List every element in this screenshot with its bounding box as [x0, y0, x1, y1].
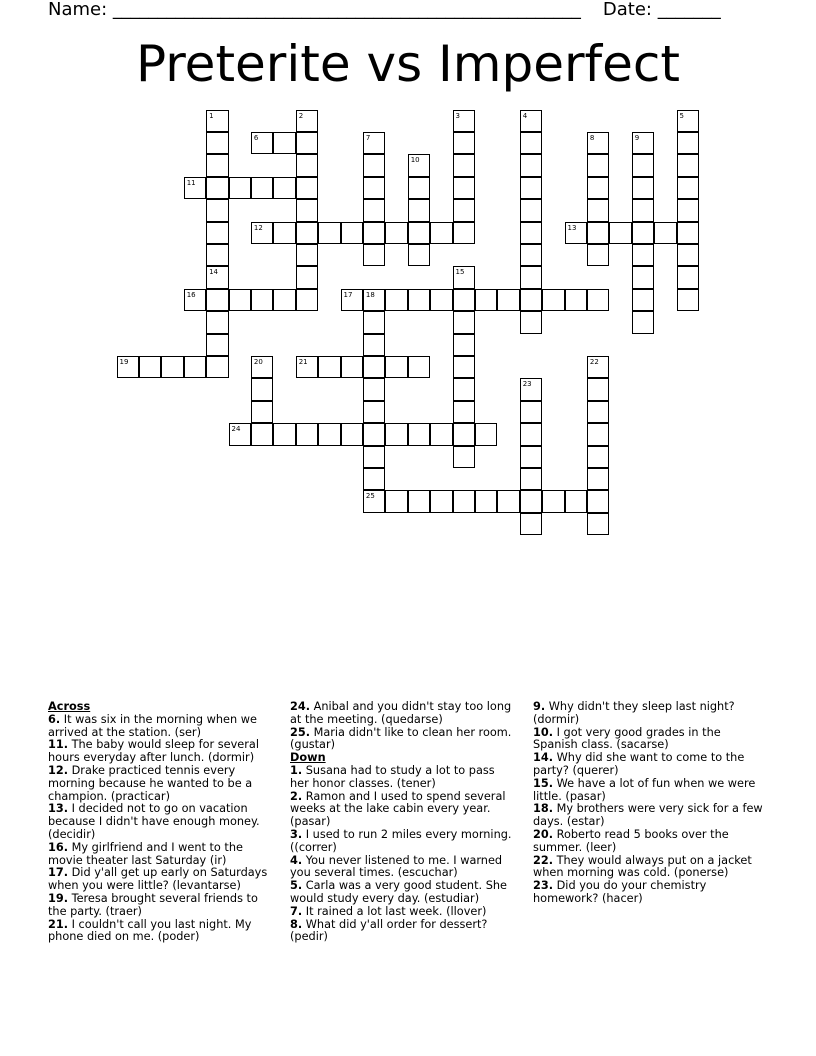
clue-text: Maria didn't like to clean her room. (gustar) — [290, 725, 512, 752]
grid-cell[interactable] — [587, 199, 610, 222]
grid-cell[interactable] — [453, 110, 476, 133]
clue-text: You never listened to me. I warned you several times. (escuchar) — [290, 853, 503, 880]
grid-cell[interactable] — [408, 423, 431, 446]
cell-number: 14 — [209, 268, 219, 277]
clue-across-16 — [48, 842, 270, 868]
cell-number: 7 — [365, 133, 371, 142]
grid-cell[interactable] — [206, 222, 229, 245]
grid-cell[interactable] — [251, 356, 274, 379]
clue-number: 20. — [533, 827, 554, 841]
grid-cell[interactable] — [520, 244, 543, 267]
clue-down-20 — [533, 829, 763, 855]
grid-cell[interactable] — [453, 154, 476, 177]
grid-cell[interactable] — [318, 423, 341, 446]
clue-number: 16. — [48, 840, 69, 854]
grid-cell[interactable] — [273, 222, 296, 245]
grid-cell[interactable] — [453, 356, 476, 379]
clue-text: Ramon and I used to spend several weeks at the lake cabin every year. (pasar) — [290, 789, 506, 829]
grid-cell[interactable] — [363, 177, 386, 200]
grid-cell[interactable] — [453, 490, 476, 513]
grid-cell[interactable] — [520, 266, 543, 289]
grid-cell[interactable] — [520, 513, 543, 536]
grid-cell[interactable] — [408, 356, 431, 379]
clue-text: Anibal and you didn't stay too long at the meeting. (quedarse) — [290, 700, 512, 726]
cell-number: 2 — [298, 111, 304, 120]
clue-column-1 — [48, 701, 270, 944]
grid-cell[interactable] — [206, 334, 229, 357]
cell-number: 3 — [455, 111, 460, 120]
grid-cell[interactable] — [587, 423, 610, 446]
cell-number: 24 — [231, 425, 241, 434]
cell-number: 1 — [209, 111, 214, 120]
grid-cell[interactable] — [677, 154, 700, 177]
grid-cell[interactable] — [385, 356, 408, 379]
grid-cell[interactable] — [341, 222, 364, 245]
grid-cell[interactable] — [430, 423, 453, 446]
cell-number: 11 — [186, 178, 196, 187]
grid-cell[interactable] — [385, 490, 408, 513]
grid-cell[interactable] — [206, 154, 229, 177]
clue-number: 25. — [290, 725, 311, 739]
grid-cell[interactable] — [677, 266, 700, 289]
grid-cell[interactable] — [251, 401, 274, 424]
clue-down-4 — [290, 855, 516, 881]
grid-cell[interactable] — [497, 490, 520, 513]
grid-cell[interactable] — [273, 177, 296, 200]
clue-across-25 — [290, 727, 516, 753]
grid-cell[interactable] — [542, 490, 565, 513]
grid-cell[interactable] — [184, 177, 207, 200]
grid-cell[interactable] — [318, 222, 341, 245]
grid-cell[interactable] — [453, 222, 476, 245]
clue-text: Did you do your chemistry homework? (hacer) — [533, 879, 707, 905]
grid-cell[interactable] — [587, 513, 610, 536]
grid-cell[interactable] — [632, 289, 655, 312]
clue-column-2 — [290, 701, 516, 944]
down-heading: Down — [290, 751, 326, 765]
grid-cell[interactable] — [273, 289, 296, 312]
clue-number: 3. — [290, 827, 303, 841]
grid-cell[interactable] — [296, 244, 319, 267]
clue-number: 17. — [48, 866, 69, 880]
clue-text: Susana had to study a lot to pass her honor classes. (tener) — [290, 763, 495, 790]
grid-cell[interactable] — [251, 289, 274, 312]
grid-cell[interactable] — [341, 356, 364, 379]
grid-cell[interactable] — [363, 244, 386, 267]
grid-cell[interactable] — [296, 266, 319, 289]
grid-cell[interactable] — [430, 490, 453, 513]
clue-text: Why did she want to come to the party? (querer) — [533, 751, 745, 777]
grid-cell[interactable] — [520, 289, 543, 312]
clue-text: My brothers were very sick for a few days. (estar) — [533, 802, 763, 829]
grid-cell[interactable] — [229, 289, 252, 312]
grid-cell[interactable] — [475, 423, 498, 446]
grid-cell[interactable] — [363, 311, 386, 334]
clue-number: 14. — [533, 751, 554, 765]
grid-cell[interactable] — [229, 177, 252, 200]
clue-down-15 — [533, 778, 763, 804]
date-label: Date: _______ — [602, 0, 721, 20]
grid-cell[interactable] — [520, 311, 543, 334]
grid-cell[interactable] — [587, 446, 610, 469]
clue-text: I used to run 2 miles every morning. ((correr) — [290, 827, 512, 854]
grid-cell[interactable] — [184, 289, 207, 312]
grid-cell[interactable] — [677, 132, 700, 155]
grid-cell[interactable] — [251, 132, 274, 155]
grid-cell[interactable] — [363, 222, 386, 245]
clue-text: Why didn't they sleep last night? (dormir) — [533, 700, 735, 726]
cell-number: 8 — [589, 133, 595, 142]
cell-number: 25 — [365, 492, 375, 501]
grid-cell[interactable] — [296, 132, 319, 155]
clue-number: 4. — [290, 853, 303, 867]
grid-cell[interactable] — [296, 154, 319, 177]
clue-across-12 — [48, 765, 270, 803]
grid-cell[interactable] — [206, 132, 229, 155]
grid-cell[interactable] — [542, 289, 565, 312]
grid-cell[interactable] — [632, 222, 655, 245]
clue-down-5 — [290, 880, 516, 906]
grid-cell[interactable] — [251, 177, 274, 200]
clue-across-17 — [48, 867, 270, 893]
clue-text: Did y'all get up early on Saturdays when you were little? (levantarse) — [48, 866, 268, 893]
clue-number: 9. — [533, 700, 546, 713]
grid-cell[interactable] — [565, 490, 588, 513]
grid-cell[interactable] — [385, 423, 408, 446]
grid-cell[interactable] — [117, 356, 140, 379]
grid-cell[interactable] — [654, 222, 677, 245]
grid-cell[interactable] — [341, 423, 364, 446]
grid-cell[interactable] — [296, 222, 319, 245]
clue-down-22 — [533, 855, 763, 881]
grid-cell[interactable] — [296, 110, 319, 133]
grid-cell[interactable] — [184, 356, 207, 379]
grid-cell[interactable] — [520, 154, 543, 177]
page-title: Preterite vs Imperfect — [135, 35, 681, 93]
grid-cell[interactable] — [609, 222, 632, 245]
grid-cell[interactable] — [587, 289, 610, 312]
clue-number: 6. — [48, 712, 61, 726]
grid-cell[interactable] — [408, 490, 431, 513]
grid-cell[interactable] — [565, 289, 588, 312]
grid-cell[interactable] — [632, 199, 655, 222]
grid-cell[interactable] — [453, 311, 476, 334]
clue-number: 12. — [48, 763, 69, 777]
grid-cell[interactable] — [587, 132, 610, 155]
cell-number: 17 — [343, 290, 353, 299]
grid-cell[interactable] — [430, 289, 453, 312]
clue-text: It rained a lot last week. (llover) — [305, 904, 487, 918]
grid-cell[interactable] — [408, 177, 431, 200]
clue-number: 24. — [290, 700, 311, 713]
grid-cell[interactable] — [206, 177, 229, 200]
grid-cell[interactable] — [363, 446, 386, 469]
clue-text: What did y'all order for dessert? (pedir) — [290, 917, 488, 944]
clue-down-2 — [290, 791, 516, 829]
across-heading: Across — [48, 700, 91, 713]
grid-cell[interactable] — [408, 244, 431, 267]
grid-cell[interactable] — [251, 423, 274, 446]
grid-cell[interactable] — [206, 289, 229, 312]
grid-cell[interactable] — [632, 177, 655, 200]
clue-text: It was six in the morning when we arrived at the station. (ser) — [48, 712, 257, 739]
grid-cell[interactable] — [520, 490, 543, 513]
grid-cell[interactable] — [296, 199, 319, 222]
grid-cell[interactable] — [206, 110, 229, 133]
clue-text: I got very good grades in the Spanish class. (sacarse) — [533, 725, 721, 752]
clue-column-3 — [533, 701, 763, 906]
clue-text: I decided not to go on vacation because I didn't have enough money. (decidir) — [48, 802, 260, 841]
grid-cell[interactable] — [206, 244, 229, 267]
clue-number: 2. — [290, 789, 303, 803]
clue-text: We have a lot of fun when we were little. (pasar) — [533, 776, 756, 803]
grid-cell[interactable] — [587, 378, 610, 401]
name-label: Name: ____________________________________________________ — [48, 0, 581, 20]
grid-cell[interactable] — [520, 468, 543, 491]
grid-cell[interactable] — [363, 154, 386, 177]
grid-cell[interactable] — [385, 289, 408, 312]
grid-cell[interactable] — [677, 244, 700, 267]
grid-cell[interactable] — [632, 311, 655, 334]
grid-cell[interactable] — [296, 423, 319, 446]
grid-cell[interactable] — [520, 423, 543, 446]
grid-cell[interactable] — [296, 289, 319, 312]
clue-text: My girlfriend and I went to the movie theater last Saturday (ir) — [48, 840, 243, 867]
grid-cell[interactable] — [363, 401, 386, 424]
grid-cell[interactable] — [273, 132, 296, 155]
clue-across-21 — [48, 919, 270, 945]
cell-number: 18 — [365, 290, 375, 299]
grid-cell[interactable] — [587, 177, 610, 200]
clue-across-11 — [48, 739, 270, 765]
clue-number: 8. — [290, 917, 303, 931]
clue-number: 7. — [290, 904, 303, 918]
grid-cell[interactable] — [587, 244, 610, 267]
grid-cell[interactable] — [408, 289, 431, 312]
clue-text: Teresa brought several friends to the party. (traer) — [48, 891, 258, 918]
grid-cell[interactable] — [229, 423, 252, 446]
clue-down-10 — [533, 727, 763, 753]
clue-down-23 — [533, 880, 763, 906]
grid-cell[interactable] — [363, 468, 386, 491]
grid-cell[interactable] — [408, 154, 431, 177]
grid-cell[interactable] — [273, 423, 296, 446]
grid-cell[interactable] — [206, 266, 229, 289]
grid-cell[interactable] — [520, 401, 543, 424]
clue-text: Drake practiced tennis every morning because he wanted to be a champion. (practicar) — [48, 763, 253, 803]
cell-number: 4 — [522, 111, 528, 120]
grid-cell[interactable] — [520, 446, 543, 469]
grid-cell[interactable] — [161, 356, 184, 379]
grid-cell[interactable] — [453, 132, 476, 155]
clue-text: Carla was a very good student. She would study every day. (estudiar) — [290, 879, 507, 905]
cell-number: 16 — [186, 290, 196, 299]
clue-number: 18. — [533, 802, 554, 816]
clue-number: 10. — [533, 725, 554, 739]
clue-text: The baby would sleep for several hours everyday after lunch. (dormir) — [48, 738, 259, 765]
grid-cell[interactable] — [296, 177, 319, 200]
grid-cell[interactable] — [453, 423, 476, 446]
clue-down-14 — [533, 752, 763, 778]
grid-cell[interactable] — [453, 401, 476, 424]
grid-cell[interactable] — [363, 378, 386, 401]
clue-number: 1. — [290, 763, 303, 777]
cell-number: 13 — [567, 223, 577, 232]
grid-cell[interactable] — [206, 199, 229, 222]
clue-across-6 — [48, 714, 270, 740]
grid-cell[interactable] — [453, 199, 476, 222]
clue-number: 19. — [48, 891, 69, 905]
clue-number: 23. — [533, 879, 554, 893]
clue-down-1 — [290, 765, 516, 791]
cell-number: 19 — [119, 357, 129, 366]
grid-cell[interactable] — [587, 490, 610, 513]
grid-cell[interactable] — [520, 177, 543, 200]
clue-number: 21. — [48, 917, 69, 931]
clue-number: 5. — [290, 879, 303, 893]
grid-cell[interactable] — [363, 199, 386, 222]
grid-cell[interactable] — [520, 132, 543, 155]
grid-cell[interactable] — [408, 222, 431, 245]
grid-cell[interactable] — [677, 110, 700, 133]
grid-cell[interactable] — [363, 132, 386, 155]
clue-number: 15. — [533, 776, 554, 790]
grid-cell[interactable] — [677, 177, 700, 200]
grid-cell[interactable] — [251, 378, 274, 401]
cell-number: 6 — [253, 133, 259, 142]
grid-cell[interactable] — [363, 334, 386, 357]
grid-cell[interactable] — [363, 423, 386, 446]
cell-number: 10 — [410, 156, 420, 165]
grid-cell[interactable] — [363, 289, 386, 312]
clue-number: 11. — [48, 738, 69, 752]
cell-number: 12 — [253, 223, 263, 232]
grid-cell[interactable] — [453, 446, 476, 469]
grid-cell[interactable] — [453, 334, 476, 357]
grid-cell[interactable] — [139, 356, 162, 379]
grid-cell[interactable] — [632, 154, 655, 177]
clue-text: Roberto read 5 books over the summer. (leer) — [533, 827, 729, 854]
clue-down-3 — [290, 829, 516, 855]
cell-number: 9 — [634, 133, 640, 142]
grid-cell[interactable] — [296, 356, 319, 379]
clue-number: 13. — [48, 802, 69, 816]
cell-number: 21 — [298, 357, 308, 366]
grid-cell[interactable] — [677, 199, 700, 222]
cell-number: 5 — [679, 111, 684, 120]
grid-cell[interactable] — [587, 401, 610, 424]
grid-cell[interactable] — [475, 490, 498, 513]
cell-number: 23 — [522, 380, 532, 389]
grid-cell[interactable] — [587, 222, 610, 245]
grid-cell[interactable] — [385, 222, 408, 245]
grid-cell[interactable] — [430, 222, 453, 245]
grid-cell[interactable] — [565, 222, 588, 245]
grid-cell[interactable] — [520, 199, 543, 222]
grid-cell[interactable] — [363, 356, 386, 379]
grid-cell[interactable] — [408, 199, 431, 222]
grid-cell[interactable] — [632, 266, 655, 289]
clue-text: I couldn't call you last night. My phone died on me. (poder) — [48, 917, 252, 944]
clue-across-24 — [290, 701, 516, 727]
clue-down-18 — [533, 803, 763, 829]
grid-cell[interactable] — [475, 289, 498, 312]
clue-across-13 — [48, 803, 270, 841]
grid-cell[interactable] — [632, 132, 655, 155]
grid-cell[interactable] — [251, 222, 274, 245]
grid-cell[interactable] — [587, 468, 610, 491]
grid-cell[interactable] — [453, 266, 476, 289]
clue-across-19 — [48, 893, 270, 919]
clue-down-8 — [290, 919, 516, 945]
grid-cell[interactable] — [318, 356, 341, 379]
grid-cell[interactable] — [453, 177, 476, 200]
grid-cell[interactable] — [206, 356, 229, 379]
grid-cell[interactable] — [520, 222, 543, 245]
grid-cell[interactable] — [587, 154, 610, 177]
clue-text: They would always put on a jacket when morning was cold. (ponerse) — [533, 853, 752, 880]
clue-number: 22. — [533, 853, 554, 867]
grid-cell[interactable] — [497, 289, 520, 312]
grid-cell[interactable] — [520, 378, 543, 401]
grid-cell[interactable] — [206, 311, 229, 334]
cell-number: 15 — [455, 268, 465, 277]
cell-number: 20 — [253, 357, 263, 366]
grid-cell[interactable] — [677, 222, 700, 245]
cell-number: 22 — [589, 357, 599, 366]
grid-cell[interactable] — [341, 289, 364, 312]
grid-cell[interactable] — [520, 110, 543, 133]
grid-cell[interactable] — [632, 244, 655, 267]
grid-cell[interactable] — [453, 378, 476, 401]
grid-cell[interactable] — [453, 289, 476, 312]
clue-down-9 — [533, 701, 763, 727]
grid-cell[interactable] — [677, 289, 700, 312]
grid-cell[interactable] — [587, 356, 610, 379]
grid-cell[interactable] — [363, 490, 386, 513]
